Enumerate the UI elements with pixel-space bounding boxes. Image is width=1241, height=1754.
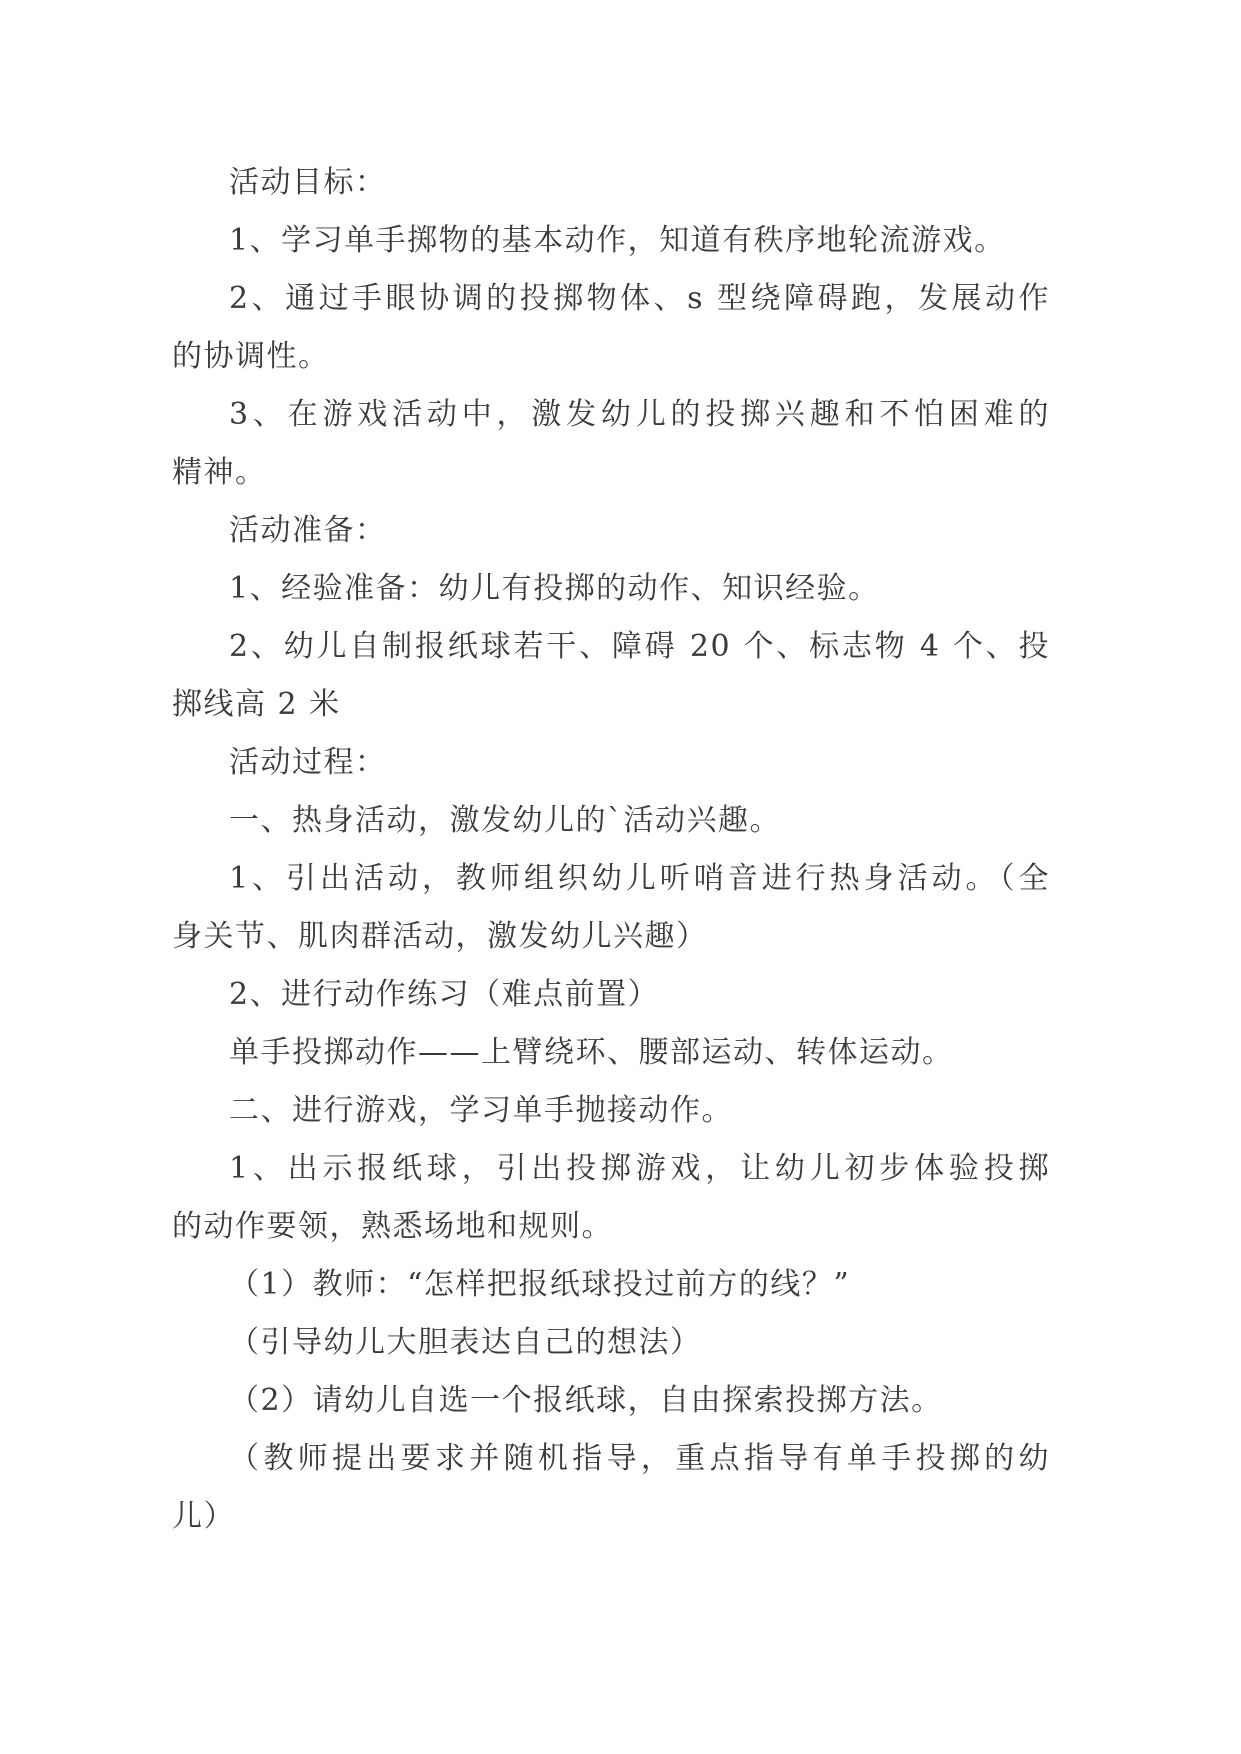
text-line: 3、在游戏活动中，激发幼儿的投掷兴趣和不怕困难的	[229, 397, 1050, 432]
text-line: 的动作要领，熟悉场地和规则。	[172, 1209, 613, 1244]
text-line: 身关节、肌肉群活动，激发幼儿兴趣）	[172, 919, 708, 954]
text-line: 1、经验准备：幼儿有投掷的动作、知识经验。	[229, 571, 880, 606]
document-body	[172, 154, 1050, 1546]
text-line: 掷线高 2 米	[172, 687, 341, 722]
text-line: 1、出示报纸球，引出投掷游戏，让幼儿初步体验投掷	[229, 1151, 1050, 1186]
text-line: （教师提出要求并随机指导，重点指导有单手投掷的幼	[229, 1441, 1050, 1476]
text-line: 2、通过手眼协调的投掷物体、s 型绕障碍跑，发展动作	[229, 281, 1050, 316]
text-line: 2、幼儿自制报纸球若干、障碍 20 个、标志物 4 个、投	[229, 629, 1050, 664]
text-line: 单手投掷动作——上臂绕环、腰部运动、转体运动。	[229, 1035, 954, 1070]
section-heading-preparation: 活动准备：	[229, 513, 387, 548]
text-line: 精神。	[172, 455, 267, 490]
text-line: （引导幼儿大胆表达自己的想法）	[229, 1325, 702, 1360]
section-heading-process: 活动过程：	[229, 745, 387, 780]
text-line: （2）请幼儿自选一个报纸球，自由探索投掷方法。	[229, 1383, 943, 1418]
text-line: 1、学习单手掷物的基本动作，知道有秩序地轮流游戏。	[229, 223, 1006, 258]
text-line: 二、进行游戏，学习单手抛接动作。	[229, 1093, 733, 1128]
text-line: 一、热身活动，激发幼儿的`活动兴趣。	[229, 803, 781, 838]
section-heading-goals: 活动目标：	[229, 165, 387, 200]
text-line: 的协调性。	[172, 339, 330, 374]
text-line: 1、引出活动，教师组织幼儿听哨音进行热身活动。（全	[229, 861, 1050, 896]
text-line: 儿）	[172, 1499, 235, 1534]
text-line: （1）教师：“怎样把报纸球投过前方的线？”	[229, 1267, 851, 1302]
text-line: 2、进行动作练习（难点前置）	[229, 977, 660, 1012]
